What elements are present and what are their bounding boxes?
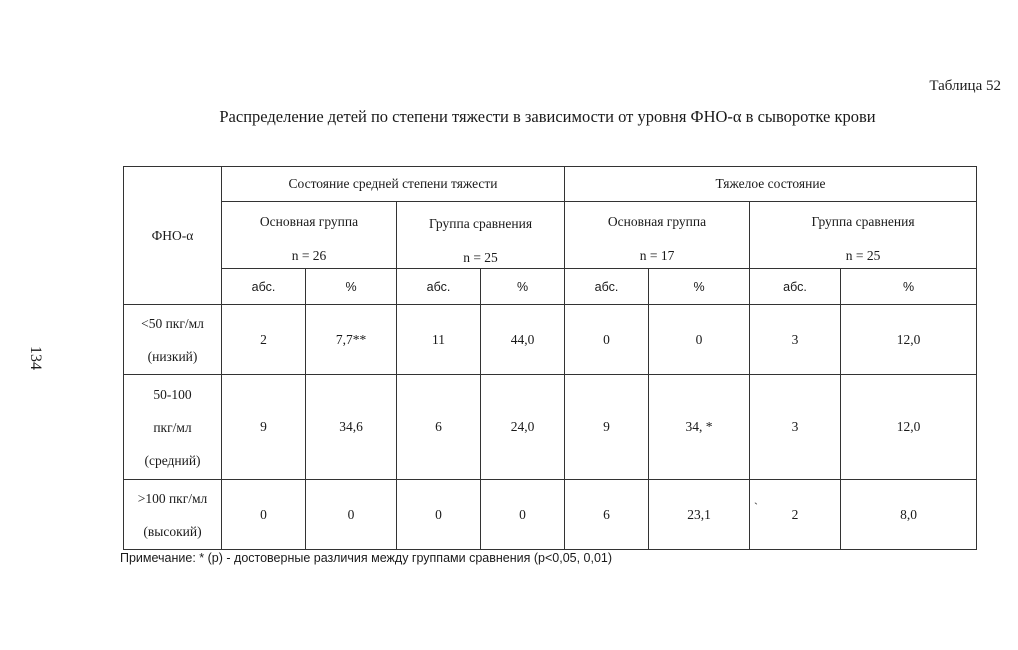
group-name: Основная группа <box>607 214 707 229</box>
group-n: n = 25 <box>845 248 881 263</box>
table-cell: 3 <box>750 305 841 375</box>
col-pct: % <box>481 269 565 305</box>
header-corner: ФНО-α <box>124 167 222 305</box>
table-cell: 9 <box>565 375 649 480</box>
table-cell: 6 <box>397 375 481 480</box>
col-pct: % <box>649 269 750 305</box>
table-cell: 12,0 <box>841 375 977 480</box>
header-moderate-state: Состояние средней степени тяжести <box>222 167 565 202</box>
table-note: Примечание: * (р) - достоверные различия между группами сравнения (р<0,05, 0,01) <box>120 551 613 565</box>
table-cell: 2 <box>750 480 841 550</box>
col-pct: % <box>306 269 397 305</box>
table-cell: 24,0 <box>481 375 565 480</box>
col-abs: абс. <box>397 269 481 305</box>
table-row <box>124 480 977 550</box>
group-name: Основная группа <box>259 214 359 229</box>
header-group <box>565 202 750 269</box>
table-cell: 0 <box>397 480 481 550</box>
header-group <box>750 202 977 269</box>
row-label: 50-100 пкг/мл (средний) <box>124 375 222 480</box>
table-row <box>124 375 977 480</box>
group-name: Группа сравнения <box>428 216 533 231</box>
table-cell: 3 <box>750 375 841 480</box>
table-title: Распределение детей по степени тяжести в зависимости от уровня ФНО-α в сыворотке крови <box>219 107 876 126</box>
group-name: Группа сравнения <box>811 214 915 229</box>
table-cell: 11 <box>397 305 481 375</box>
table-cell: 23,1 <box>649 480 750 550</box>
header-severe-state: Тяжелое состояние <box>565 167 977 202</box>
table-cell: 0 <box>565 305 649 375</box>
table-cell: 7,7** <box>306 305 397 375</box>
col-pct: % <box>841 269 977 305</box>
col-abs: абс. <box>222 269 306 305</box>
table-cell: 44,0 <box>481 305 565 375</box>
header-group <box>222 202 397 269</box>
table-label: Таблица 52 <box>929 78 1001 94</box>
data-table <box>123 166 977 550</box>
header-group <box>397 202 565 269</box>
group-n: n = 25 <box>463 250 498 265</box>
table-cell: 0 <box>481 480 565 550</box>
stray-mark: ` <box>754 500 758 514</box>
row-label: >100 пкг/мл (высокий) <box>124 480 222 550</box>
table-cell: 0 <box>306 480 397 550</box>
table-cell: 0 <box>222 480 306 550</box>
group-n: n = 26 <box>291 248 327 263</box>
group-n: n = 17 <box>639 248 675 263</box>
table-cell: 12,0 <box>841 305 977 375</box>
page-number: 134 <box>27 346 44 370</box>
table-cell: 9 <box>222 375 306 480</box>
table-cell: 34, * <box>649 375 750 480</box>
row-label: <50 пкг/мл (низкий) <box>124 305 222 375</box>
table-cell: 8,0 <box>841 480 977 550</box>
col-abs: абс. <box>565 269 649 305</box>
table-cell: 6 <box>565 480 649 550</box>
table-cell: 2 <box>222 305 306 375</box>
table-cell: 34,6 <box>306 375 397 480</box>
col-abs: абс. <box>750 269 841 305</box>
table-cell: 0 <box>649 305 750 375</box>
table-row <box>124 305 977 375</box>
